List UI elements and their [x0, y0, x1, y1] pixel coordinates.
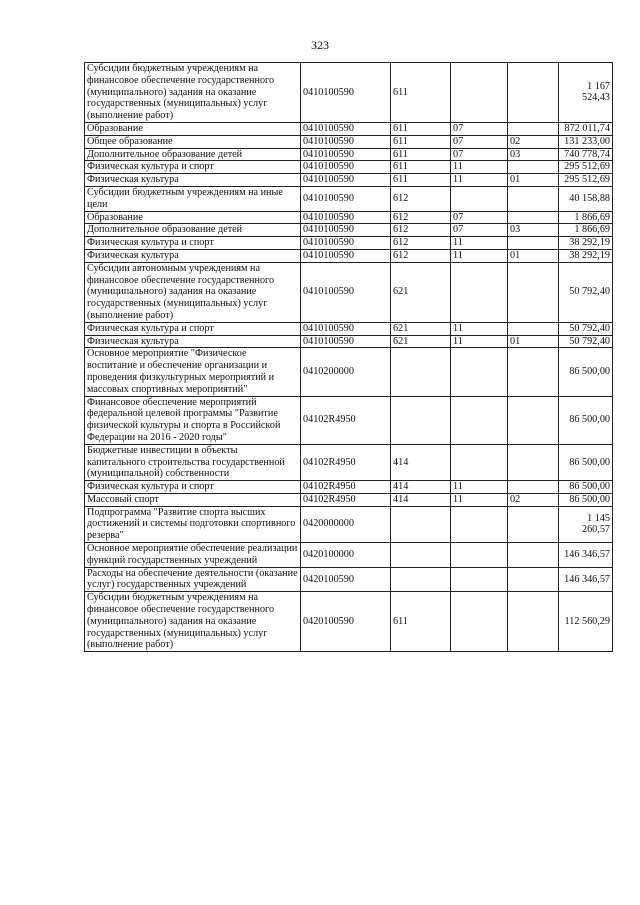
cell-name: Субсидии бюджетным учреждениям на иные цели: [85, 186, 301, 211]
cell-target-article-code: 04102R4950: [301, 396, 391, 444]
cell-subsection-code: 03: [508, 148, 559, 161]
cell-section-code: 11: [451, 174, 508, 187]
cell-amount: 40 158,88: [559, 186, 613, 211]
table-row: [85, 322, 613, 335]
cell-expense-type-code: [391, 396, 451, 444]
cell-subsection-code: 01: [508, 335, 559, 348]
cell-name: Общее образование: [85, 135, 301, 148]
cell-section-code: 07: [451, 135, 508, 148]
cell-subsection-code: [508, 348, 559, 396]
cell-amount: 146 346,57: [559, 567, 613, 592]
cell-name: Бюджетные инвестиции в объекты капитального строительства государственной (муниципальной) собственности: [85, 444, 301, 480]
cell-section-code: [451, 63, 508, 123]
cell-target-article-code: 04102R4950: [301, 444, 391, 480]
cell-target-article-code: 0420100590: [301, 592, 391, 652]
table-row: [85, 174, 613, 187]
table-row: [85, 135, 613, 148]
cell-subsection-code: [508, 262, 559, 322]
cell-section-code: 11: [451, 493, 508, 506]
cell-name: Физическая культура: [85, 249, 301, 262]
cell-amount: 50 792,40: [559, 335, 613, 348]
cell-expense-type-code: 611: [391, 135, 451, 148]
cell-amount: 86 500,00: [559, 348, 613, 396]
cell-subsection-code: [508, 543, 559, 568]
cell-target-article-code: 0410200000: [301, 348, 391, 396]
table-row: [85, 592, 613, 652]
cell-amount: 1 866,69: [559, 211, 613, 224]
cell-target-article-code: 0410100590: [301, 224, 391, 237]
table-row: [85, 237, 613, 250]
cell-name: Физическая культура и спорт: [85, 237, 301, 250]
cell-section-code: 11: [451, 249, 508, 262]
cell-name: Дополнительное образование детей: [85, 224, 301, 237]
cell-section-code: [451, 186, 508, 211]
cell-name: Физическая культура и спорт: [85, 161, 301, 174]
cell-section-code: 11: [451, 237, 508, 250]
table-row: [85, 493, 613, 506]
table-row: [85, 186, 613, 211]
cell-expense-type-code: 612: [391, 249, 451, 262]
cell-name: Дополнительное образование детей: [85, 148, 301, 161]
cell-subsection-code: 01: [508, 174, 559, 187]
table-row: [85, 481, 613, 494]
cell-subsection-code: 03: [508, 224, 559, 237]
cell-expense-type-code: 611: [391, 63, 451, 123]
table-row: [85, 506, 613, 542]
table-row: [85, 148, 613, 161]
cell-section-code: 11: [451, 161, 508, 174]
cell-expense-type-code: 621: [391, 322, 451, 335]
cell-section-code: [451, 262, 508, 322]
cell-subsection-code: [508, 444, 559, 480]
cell-section-code: [451, 444, 508, 480]
page-number: 323: [311, 38, 329, 52]
cell-target-article-code: 0410100590: [301, 335, 391, 348]
table-row: [85, 567, 613, 592]
cell-subsection-code: 01: [508, 249, 559, 262]
cell-expense-type-code: [391, 348, 451, 396]
cell-target-article-code: 0410100590: [301, 148, 391, 161]
cell-subsection-code: [508, 481, 559, 494]
cell-target-article-code: 0410100590: [301, 237, 391, 250]
table-row: [85, 211, 613, 224]
cell-expense-type-code: 612: [391, 186, 451, 211]
cell-section-code: [451, 506, 508, 542]
cell-expense-type-code: 612: [391, 237, 451, 250]
cell-expense-type-code: [391, 543, 451, 568]
table-row: [85, 543, 613, 568]
cell-name: Расходы на обеспечение деятельности (оказание услуг) государственных учреждений: [85, 567, 301, 592]
cell-name: Субсидии бюджетным учреждениям на финансовое обеспечение государственного (муниципального) задания на оказание государственных (муниципальных) услуг (выполнение работ): [85, 592, 301, 652]
budget-table: [84, 62, 613, 652]
table-row: [85, 122, 613, 135]
cell-amount: 131 233,00: [559, 135, 613, 148]
cell-target-article-code: 0410100590: [301, 262, 391, 322]
cell-target-article-code: 0420100000: [301, 543, 391, 568]
cell-amount: 50 792,40: [559, 262, 613, 322]
cell-target-article-code: 0410100590: [301, 122, 391, 135]
cell-target-article-code: 04102R4950: [301, 493, 391, 506]
cell-section-code: 07: [451, 224, 508, 237]
cell-amount: 86 500,00: [559, 444, 613, 480]
table-row: [85, 335, 613, 348]
table-row: [85, 444, 613, 480]
cell-amount: 295 512,69: [559, 161, 613, 174]
cell-name: Массовый спорт: [85, 493, 301, 506]
table-row: [85, 63, 613, 123]
cell-name: Основное мероприятие обеспечение реализации функций государственных учреждений: [85, 543, 301, 568]
table-row: [85, 396, 613, 444]
cell-target-article-code: 0410100590: [301, 63, 391, 123]
cell-subsection-code: [508, 237, 559, 250]
cell-subsection-code: 02: [508, 135, 559, 148]
cell-section-code: [451, 348, 508, 396]
cell-name: Субсидии бюджетным учреждениям на финансовое обеспечение государственного (муниципального) задания на оказание государственных (муниципальных) услуг (выполнение работ): [85, 63, 301, 123]
cell-amount: 86 500,00: [559, 493, 613, 506]
cell-amount: 872 011,74: [559, 122, 613, 135]
cell-target-article-code: 0410100590: [301, 211, 391, 224]
cell-expense-type-code: 611: [391, 174, 451, 187]
cell-section-code: [451, 567, 508, 592]
cell-amount: 146 346,57: [559, 543, 613, 568]
budget-table-body: [85, 63, 613, 652]
cell-name: Финансовое обеспечение мероприятий федеральной целевой программы "Развитие физической культуры и спорта в Российской Федерации на 2016 - 2020 годы": [85, 396, 301, 444]
cell-subsection-code: [508, 396, 559, 444]
cell-section-code: [451, 543, 508, 568]
cell-section-code: 11: [451, 322, 508, 335]
cell-amount: 295 512,69: [559, 174, 613, 187]
cell-name: Субсидии автономным учреждениям на финансовое обеспечение государственного (муниципального) задания на оказание государственных (муниципальных) услуг (выполнение работ): [85, 262, 301, 322]
cell-subsection-code: [508, 161, 559, 174]
cell-amount: 740 778,74: [559, 148, 613, 161]
cell-expense-type-code: 414: [391, 444, 451, 480]
cell-subsection-code: 02: [508, 493, 559, 506]
cell-subsection-code: [508, 506, 559, 542]
cell-subsection-code: [508, 322, 559, 335]
cell-section-code: 07: [451, 148, 508, 161]
table-row: [85, 161, 613, 174]
cell-subsection-code: [508, 567, 559, 592]
cell-expense-type-code: 621: [391, 335, 451, 348]
table-row: [85, 249, 613, 262]
cell-amount: 1 866,69: [559, 224, 613, 237]
cell-target-article-code: 0410100590: [301, 186, 391, 211]
cell-amount: 86 500,00: [559, 481, 613, 494]
cell-section-code: 07: [451, 211, 508, 224]
cell-expense-type-code: 414: [391, 481, 451, 494]
cell-section-code: 11: [451, 481, 508, 494]
cell-target-article-code: 0420000000: [301, 506, 391, 542]
cell-expense-type-code: 621: [391, 262, 451, 322]
cell-subsection-code: [508, 63, 559, 123]
cell-name: Образование: [85, 211, 301, 224]
cell-section-code: [451, 592, 508, 652]
cell-section-code: [451, 396, 508, 444]
cell-target-article-code: 0410100590: [301, 174, 391, 187]
table-row: [85, 224, 613, 237]
cell-target-article-code: 0420100590: [301, 567, 391, 592]
cell-expense-type-code: 611: [391, 122, 451, 135]
cell-expense-type-code: 611: [391, 148, 451, 161]
cell-section-code: 11: [451, 335, 508, 348]
cell-expense-type-code: 612: [391, 211, 451, 224]
cell-subsection-code: [508, 211, 559, 224]
cell-subsection-code: [508, 592, 559, 652]
cell-target-article-code: 0410100590: [301, 249, 391, 262]
cell-target-article-code: 0410100590: [301, 161, 391, 174]
cell-name: Физическая культура: [85, 174, 301, 187]
cell-expense-type-code: [391, 506, 451, 542]
cell-amount: 1 167 524,43: [559, 63, 613, 123]
cell-subsection-code: [508, 186, 559, 211]
cell-name: Физическая культура и спорт: [85, 481, 301, 494]
cell-name: Физическая культура: [85, 335, 301, 348]
cell-target-article-code: 0410100590: [301, 322, 391, 335]
cell-name: Образование: [85, 122, 301, 135]
cell-amount: 38 292,19: [559, 249, 613, 262]
table-row: [85, 348, 613, 396]
cell-expense-type-code: 611: [391, 592, 451, 652]
cell-expense-type-code: 612: [391, 224, 451, 237]
cell-target-article-code: 0410100590: [301, 135, 391, 148]
cell-amount: 50 792,40: [559, 322, 613, 335]
cell-target-article-code: 04102R4950: [301, 481, 391, 494]
cell-expense-type-code: 414: [391, 493, 451, 506]
cell-expense-type-code: 611: [391, 161, 451, 174]
cell-name: Основное мероприятие "Физическое воспитание и обеспечение организации и проведения физкультурных мероприятий и массовых спортивных мероприятий": [85, 348, 301, 396]
cell-name: Физическая культура и спорт: [85, 322, 301, 335]
cell-section-code: 07: [451, 122, 508, 135]
cell-name: Подпрограмма "Развитие спорта высших достижений и системы подготовки спортивного резерва": [85, 506, 301, 542]
cell-expense-type-code: [391, 567, 451, 592]
cell-subsection-code: [508, 122, 559, 135]
cell-amount: 1 145 260,57: [559, 506, 613, 542]
table-row: [85, 262, 613, 322]
cell-amount: 38 292,19: [559, 237, 613, 250]
cell-amount: 112 560,29: [559, 592, 613, 652]
cell-amount: 86 500,00: [559, 396, 613, 444]
